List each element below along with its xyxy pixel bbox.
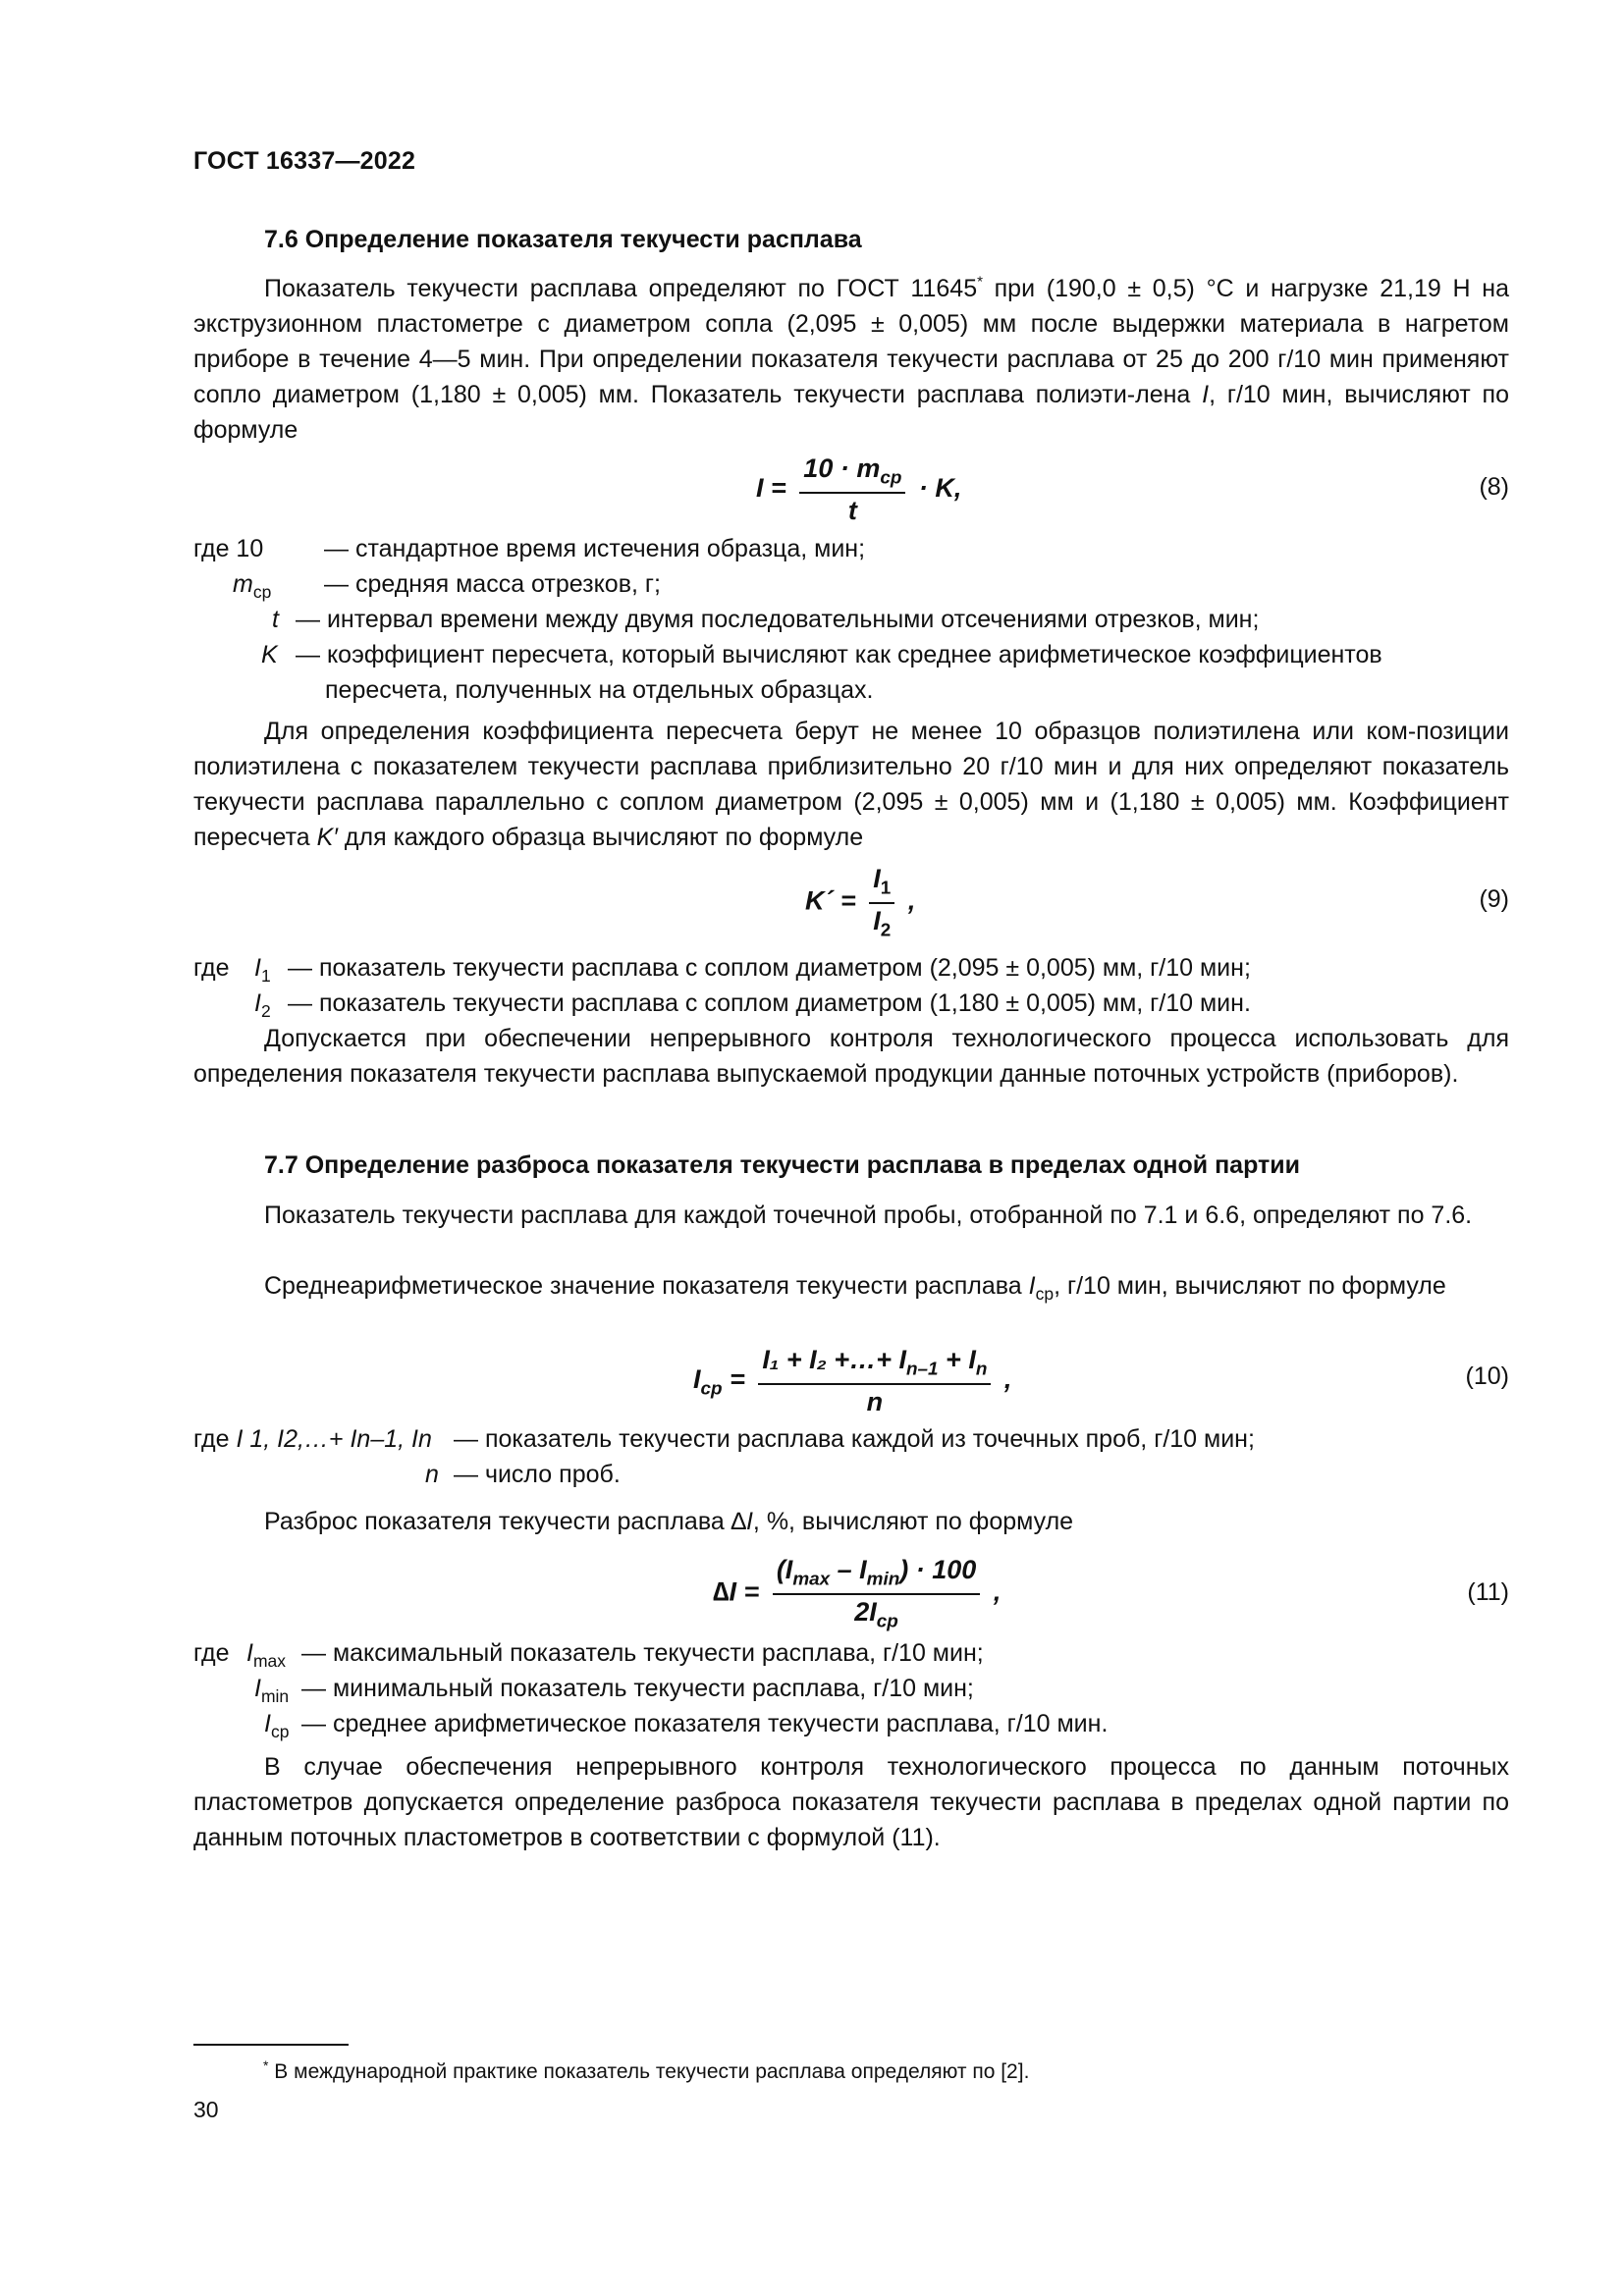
formula-11: ∆I = $\frac{(I_{max} - I_{min}) \cdot 100}{2I_{ср}}$ ,	[713, 1555, 1001, 1632]
formula-8-definitions: где 10 — стандартное время истечения образца, мин; $m_{ср}$ — средняя масса отрезков, г; t — интервал времени между двумя последовательными отсечениями отрезков, мин; K — коэффициент пересчета, который вычисляют как среднее арифметическое коэффициентов пересчета, полученных на отдельных образцах.	[193, 535, 1382, 704]
document-header: ГОСТ 16337—2022	[193, 147, 416, 175]
footnote: * В международной практике показатель текучести расплава определяют по [2].	[263, 2057, 1030, 2083]
section-7-7-paragraph-4: В случае обеспечения непрерывного контроля технологического процесса по данным поточных пластометров допускается определение разброса показателя текучести расплава в пределах одной партии по данным поточных пластометров в соответствии с формулой (11).	[193, 1753, 1509, 1851]
footnote-marker: *	[977, 273, 983, 291]
section-7-7-paragraph-3: Разброс показателя текучести расплава ∆I, %, вычисляют по формуле	[264, 1508, 1074, 1535]
formula-10-definitions: где I 1, I2,…+ In–1, In — показатель текучести расплава каждой из точечных проб, г/10 мин; n — число проб.	[193, 1425, 1255, 1488]
equation-number-10: (10)	[1465, 1362, 1509, 1390]
equation-number-8: (8)	[1479, 473, 1509, 501]
section-7-7-heading: 7.7 Определение разброса показателя текучести расплава в пределах одной партии	[264, 1151, 1301, 1179]
section-7-6-paragraph-3: Допускается при обеспечении непрерывного контроля технологического процесса использовать для определения показателя текучести расплава выпускаемой продукции данные поточных устройств (приборов).	[193, 1025, 1509, 1088]
section-7-7-paragraph-2: Среднеарифметическое значение показателя текучести расплава $I_{ср}$, г/10 мин, вычисляют по формуле	[264, 1272, 1446, 1305]
footnote-separator	[193, 2044, 349, 2046]
page-number: 30	[193, 2097, 219, 2122]
section-7-7-paragraph-1: Показатель текучести расплава для каждой точечной пробы, отобранной по 7.1 и 6.6, определяют по 7.6.	[264, 1201, 1473, 1229]
formula-9-definitions: где $I_1$ — показатель текучести расплава с соплом диаметром (2,095 ± 0,005) мм, г/10 мин; $I_2$ — показатель текучести расплава с соплом диаметром (1,180 ± 0,005) мм, г/10 мин.	[193, 954, 1251, 1022]
section-7-6-heading: 7.6 Определение показателя текучести расплава	[264, 226, 862, 253]
formula-10: $I_{ср}$ = $\frac{I_1 + I_2 +\dots+ I_{n-1} + I_n}{n}$ ,	[693, 1345, 1012, 1416]
section-7-6-paragraph-1: Показатель текучести расплава определяют по ГОСТ 11645* при (190,0 ± 0,5) °С и нагрузке 21,19 Н на экструзионном пластометре с диаметром сопла (2,095 ± 0,005) мм после выдержки материала в нагретом приборе в течение 4—5 мин. При определении показателя текучести расплава от 25 до 200 г/10 мин применяют сопло диаметром (1,180 ± 0,005) мм. Показатель текучести расплава полиэти-лена I, г/10 мин, вычисляют по формуле	[193, 273, 1509, 444]
equation-number-9: (9)	[1479, 885, 1509, 913]
equation-number-11: (11)	[1467, 1578, 1509, 1606]
section-7-6-paragraph-2: Для определения коэффициента пересчета берут не менее 10 образцов полиэтилена или ком-позиции полиэтилена с показателем текучести расплава приблизительно 20 г/10 мин и для них определяют показатель текучести расплава параллельно с соплом диаметром (2,095 ± 0,005) мм и (1,180 ± 0,005) мм. Коэффициент пересчета K′ для каждого образца вычисляют по формуле	[193, 718, 1509, 851]
formula-11-definitions: где $I_{max}$ — максимальный показатель текучести расплава, г/10 мин; $I_{min}$ — минимальный показатель текучести расплава, г/10 мин; $I_{ср}$ — среднее арифметическое показателя текучести расплава, г/10 мин.	[193, 1639, 1109, 1742]
formula-8: I = $\frac{10 \cdot m_{ср}}{t}$ · K,	[756, 454, 962, 525]
formula-9: K´ = $\frac{I_1}{I_2}$ ,	[805, 864, 916, 941]
